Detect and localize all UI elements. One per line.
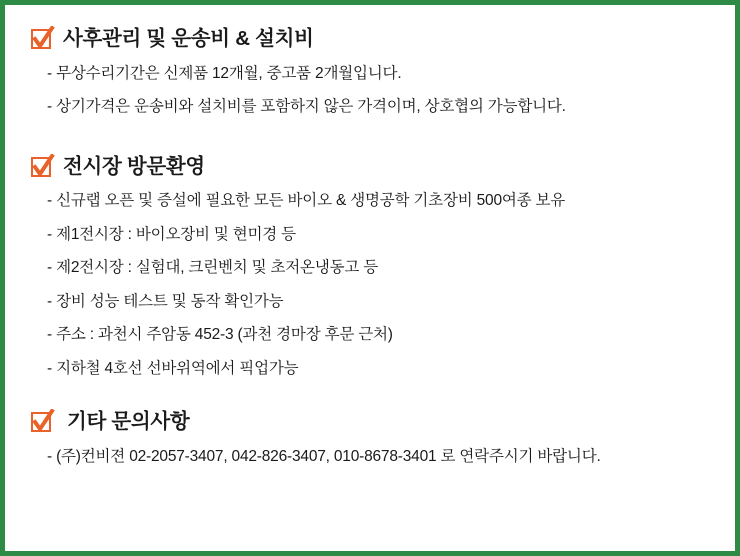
section-showroom-visit xyxy=(31,155,709,377)
list-item: - 무상수리기간은 신제품 12개월, 중고품 2개월입니다. xyxy=(47,64,402,82)
list-item: - 주소 : 과천시 주암동 452-3 (과천 경마장 후문 근처) xyxy=(47,326,393,344)
section-lines xyxy=(31,193,709,376)
section-title: 전시장 방문환영 xyxy=(63,154,205,178)
spacer xyxy=(31,394,709,410)
orange-checkbox-icon xyxy=(31,29,51,49)
section-after-service xyxy=(31,27,709,115)
orange-checkbox-icon xyxy=(31,157,51,177)
section-header xyxy=(31,410,709,435)
section-lines xyxy=(31,449,709,465)
section-header xyxy=(31,155,709,180)
list-item: - 신규랩 오픈 및 증설에 필요한 모든 바이오 & 생명공학 기초장비 500여종 보유 xyxy=(47,192,566,210)
list-item: - 지하철 4호선 선바위역에서 픽업가능 xyxy=(47,359,299,377)
section-lines xyxy=(31,66,709,115)
orange-checkbox-icon xyxy=(31,412,51,432)
list-item: - 장비 성능 테스트 및 동작 확인가능 xyxy=(47,292,284,310)
section-title: 기타 문의사항 xyxy=(67,410,190,434)
spacer xyxy=(31,133,709,155)
section-other-inquiries xyxy=(31,410,709,464)
section-title: 사후관리 및 운송비 & 설치비 xyxy=(63,27,314,50)
list-item: - 제1전시장 : 바이오장비 및 현미경 등 xyxy=(47,225,296,243)
list-item: - 제2전시장 : 실험대, 크린벤치 및 초저온냉동고 등 xyxy=(47,259,379,277)
section-header xyxy=(31,27,709,52)
list-item: - (주)컨비젼 02-2057-3407, 042-826-3407, 010-8678-3401 로 연락주시기 바랍니다. xyxy=(47,447,601,465)
list-item: - 상기가격은 운송비와 설치비를 포함하지 않은 가격이며, 상호협의 가능합니다. xyxy=(47,98,566,116)
